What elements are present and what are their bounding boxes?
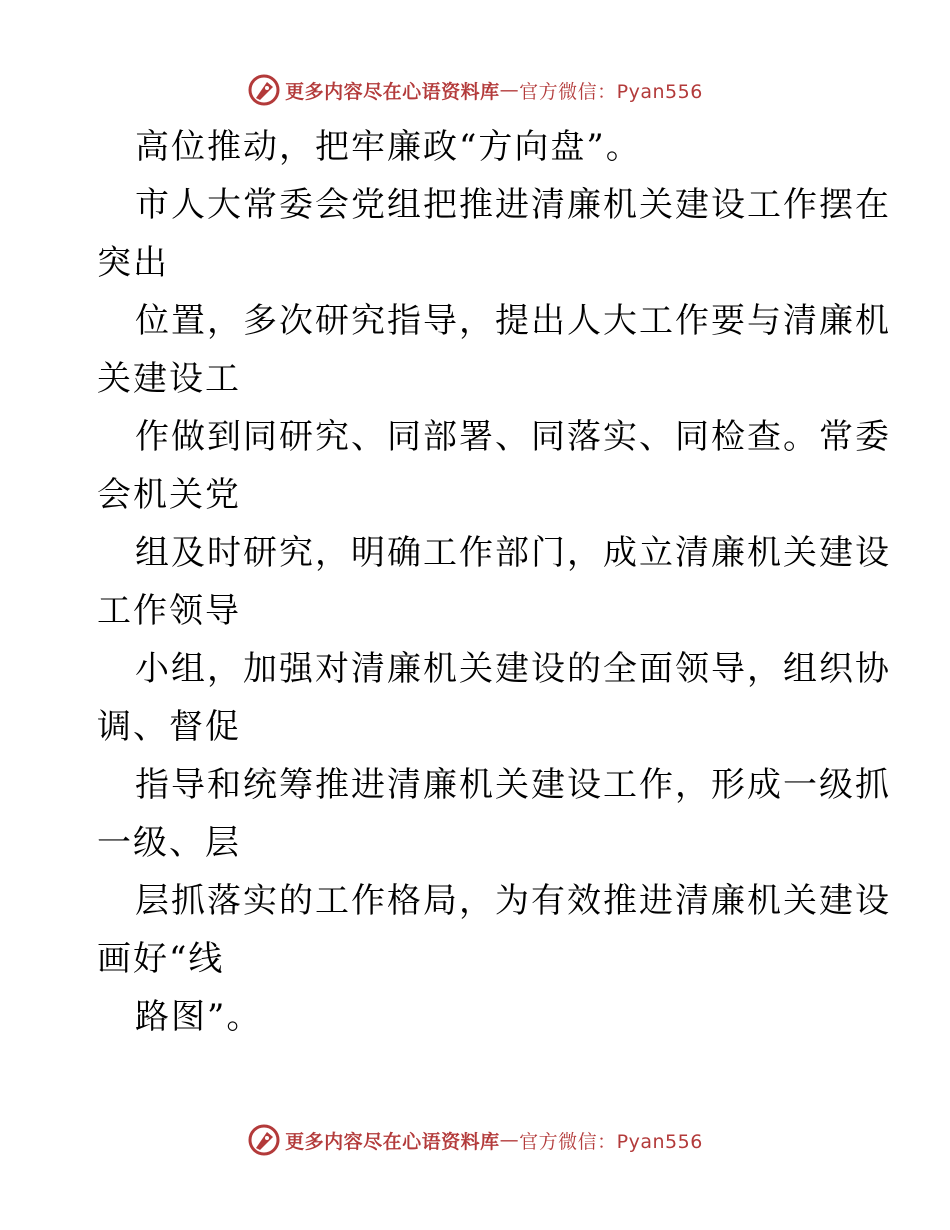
body-line: 画好“线 <box>97 939 225 979</box>
pen-nib-icon <box>247 1123 281 1157</box>
banner-separator: — <box>499 1129 520 1151</box>
banner-contact-text: 官方微信：Pyan556 <box>519 80 703 103</box>
body-line: 指导和统筹推进清廉机关建设工作，形成一级抓 <box>135 765 891 805</box>
body-line: 关建设工 <box>97 359 241 399</box>
header-watermark-banner <box>0 70 950 110</box>
body-line: 路图”。 <box>135 997 263 1037</box>
body-line: 突出 <box>97 243 169 283</box>
body-line: 市人大常委会党组把推进清廉机关建设工作摆在 <box>135 185 891 225</box>
body-line: 高位推动，把牢廉政“方向盘”。 <box>135 127 642 167</box>
banner-brand-text: 更多内容尽在心语资料库 <box>285 1130 500 1153</box>
body-line: 层抓落实的工作格局，为有效推进清廉机关建设 <box>135 881 891 921</box>
body-line: 会机关党 <box>97 475 241 515</box>
banner-brand-text: 更多内容尽在心语资料库 <box>285 80 500 103</box>
body-line: 位置，多次研究指导，提出人大工作要与清廉机 <box>135 301 891 341</box>
banner-contact-text: 官方微信：Pyan556 <box>519 1130 703 1153</box>
pen-nib-icon <box>247 73 281 107</box>
body-line: 工作领导 <box>97 591 241 631</box>
body-line: 一级、层 <box>97 823 241 863</box>
document-body <box>97 118 891 1046</box>
banner-separator: — <box>499 79 520 101</box>
body-line: 组及时研究，明确工作部门，成立清廉机关建设 <box>135 533 891 573</box>
footer-watermark-banner <box>0 1120 950 1160</box>
body-line: 调、督促 <box>97 707 241 747</box>
body-line: 小组，加强对清廉机关建设的全面领导，组织协 <box>135 649 891 689</box>
body-line: 作做到同研究、同部署、同落实、同检查。常委 <box>135 417 891 457</box>
